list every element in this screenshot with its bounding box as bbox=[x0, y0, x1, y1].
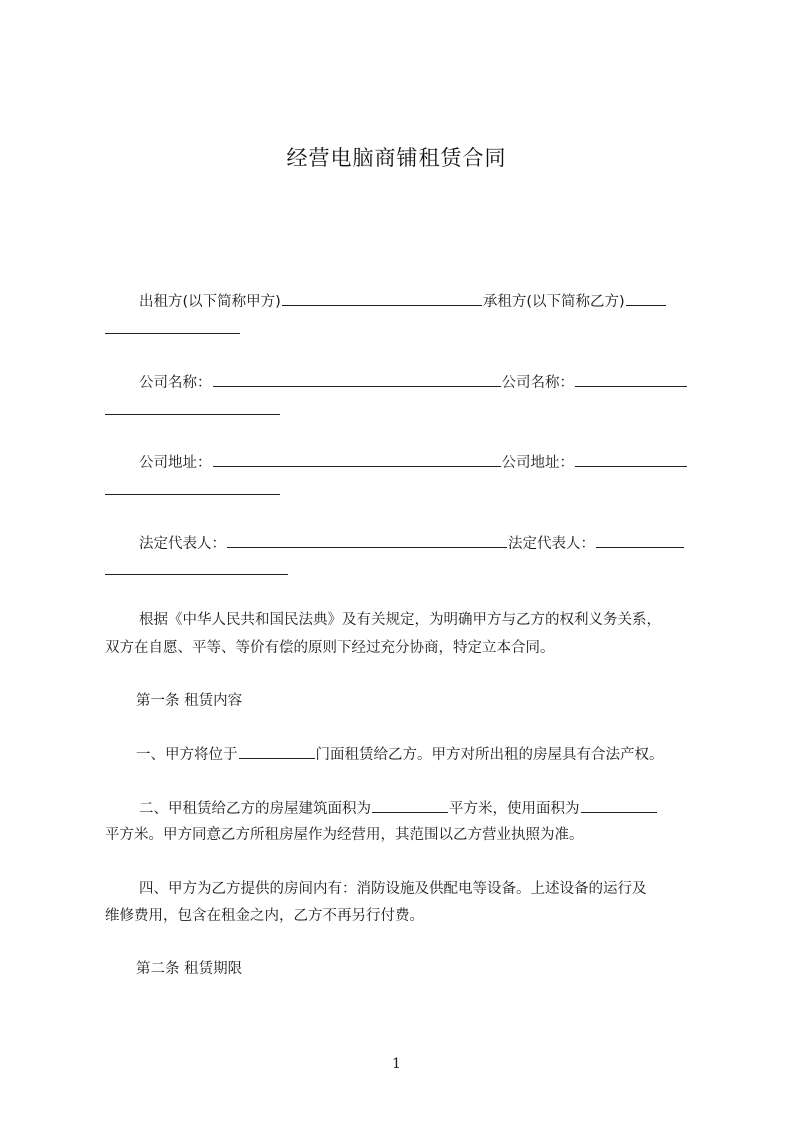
clause-2-line-2: 平方米。甲方同意乙方所租房屋作为经营用，其范围以乙方营业执照为准。 bbox=[105, 827, 584, 843]
lessee-company-address-label: 公司地址： bbox=[501, 455, 574, 471]
lessor-company-address-blank[interactable] bbox=[213, 452, 501, 467]
lessee-company-name-blank[interactable] bbox=[575, 372, 687, 387]
lessor-legal-rep-blank[interactable] bbox=[227, 533, 507, 548]
lessee-company-address-blank[interactable] bbox=[575, 452, 687, 467]
clause-1-suffix: 门面租赁给乙方。甲方对所出租的房屋具有合法产权。 bbox=[315, 747, 664, 763]
lessor-company-name-blank[interactable] bbox=[213, 372, 501, 387]
company-name-line bbox=[139, 372, 688, 393]
clause-1-location-blank[interactable] bbox=[239, 744, 315, 759]
lessor-legal-rep-label: 法定代表人： bbox=[139, 536, 226, 552]
lessee-company-address-continuation[interactable] bbox=[105, 494, 280, 495]
parties-line bbox=[139, 291, 667, 312]
lessor-label: 出租方(以下简称甲方) bbox=[139, 294, 281, 310]
lessee-blank[interactable] bbox=[626, 291, 666, 306]
clause-2-usable-area-blank[interactable] bbox=[581, 798, 657, 813]
lessee-legal-rep-continuation[interactable] bbox=[105, 574, 288, 575]
lessee-company-name-label: 公司名称： bbox=[501, 375, 574, 391]
clause-1-prefix: 一、甲方将位于 bbox=[136, 747, 238, 763]
article-2-heading: 第二条 租赁期限 bbox=[136, 961, 243, 977]
page-number: 1 bbox=[392, 1056, 401, 1072]
lessee-company-name-continuation[interactable] bbox=[105, 414, 280, 415]
clause-2-line-1 bbox=[139, 798, 658, 819]
lessor-company-address-label: 公司地址： bbox=[139, 455, 212, 471]
company-address-line bbox=[139, 452, 688, 473]
document-title: 经营电脑商铺租赁合同 bbox=[286, 146, 507, 170]
preamble-line-1: 根据《中华人民共和国民法典》及有关规定，为明确甲方与乙方的权利义务关系， bbox=[139, 612, 661, 628]
lessor-blank[interactable] bbox=[282, 291, 482, 306]
clause-4-line-2: 维修费用，包含在租金之内，乙方不再另行付费。 bbox=[105, 908, 424, 924]
clause-2-prefix: 二、甲租赁给乙方的房屋建筑面积为 bbox=[139, 801, 371, 817]
preamble-line-2: 双方在自愿、平等、等价有偿的原则下经过充分协商，特定立本合同。 bbox=[105, 640, 555, 656]
clause-2-middle: 平方米，使用面积为 bbox=[449, 801, 580, 817]
lessee-legal-rep-blank[interactable] bbox=[596, 533, 684, 548]
article-1-heading: 第一条 租赁内容 bbox=[136, 693, 243, 709]
lessee-legal-rep-label: 法定代表人： bbox=[508, 536, 595, 552]
lessor-company-name-label: 公司名称： bbox=[139, 375, 212, 391]
clause-1 bbox=[136, 744, 664, 765]
clause-4-line-1: 四、甲方为乙方提供的房间内有：消防设施及供配电等设备。上述设备的运行及 bbox=[139, 881, 647, 897]
lessee-blank-continuation[interactable] bbox=[105, 333, 240, 334]
clause-2-building-area-blank[interactable] bbox=[372, 798, 448, 813]
legal-rep-line bbox=[139, 533, 685, 554]
lessee-label: 承租方(以下简称乙方) bbox=[482, 294, 625, 310]
